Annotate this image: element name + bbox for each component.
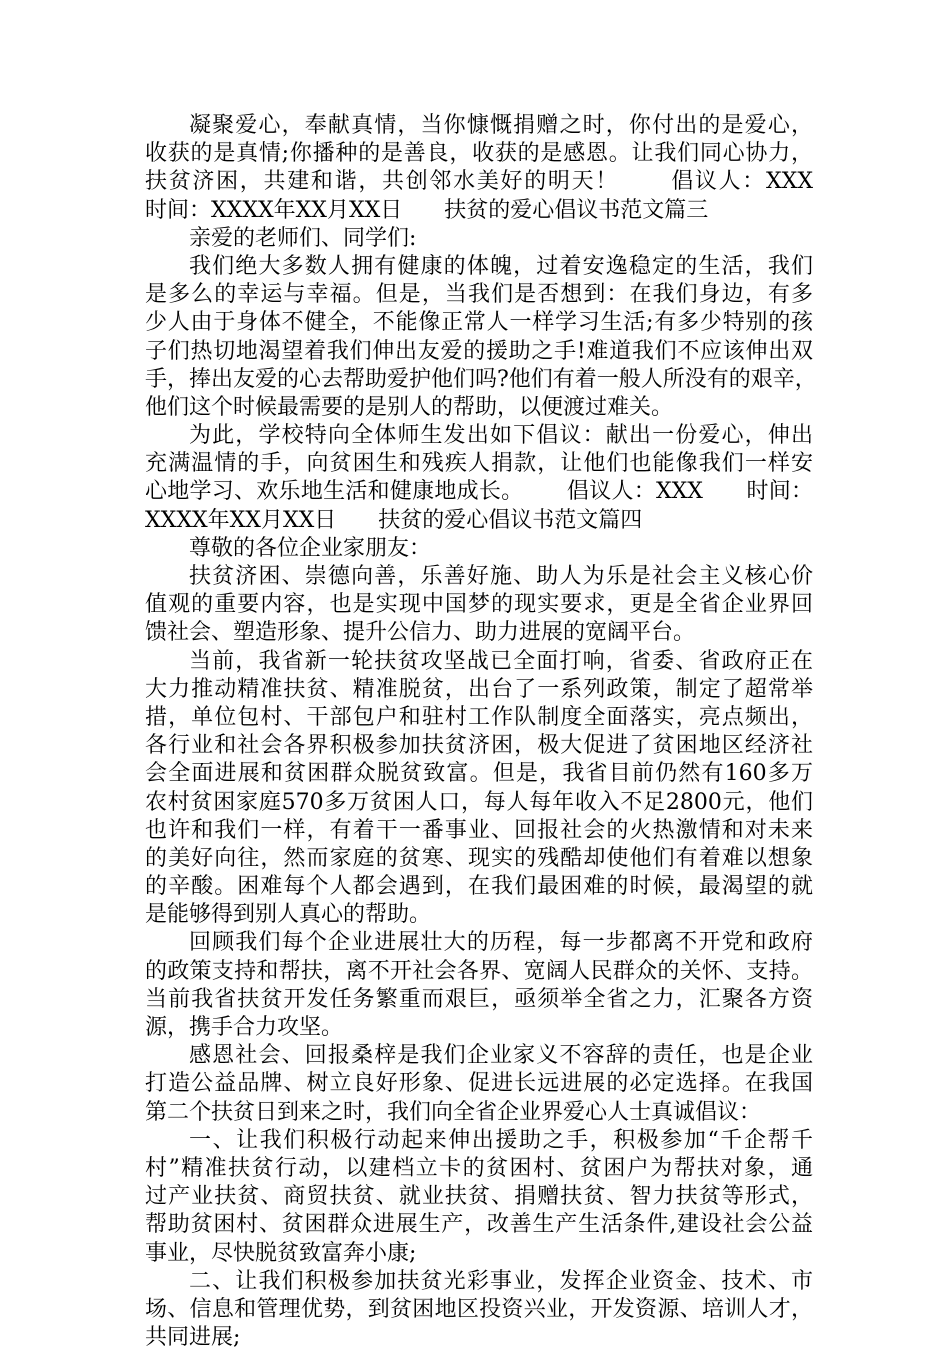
text-line: 帮助贫困村、贫困群众进展生产，改善生产生活条件,建设社会公益 xyxy=(145,1212,813,1238)
text-line: 农村贫困家庭570多万贫困人口，每人每年收入不足2800元，他们 xyxy=(145,789,813,815)
text-line: 是多么的幸运与幸福。但是，当我们是否想到：在我们身边，有多 xyxy=(145,282,813,308)
text-line: 的美好向往，然而家庭的贫寒、现实的残酷却使他们有着难以想象 xyxy=(145,845,813,871)
text-line: 充满温情的手，向贫困生和残疾人捐款，让他们也能像我们一样安 xyxy=(145,451,813,477)
text-line: 时间：XXXX年XX月XX日 扶贫的爱心倡议书范文篇三 xyxy=(145,197,709,223)
document-body xyxy=(145,112,817,1352)
text-line: 收获的是真情;你播种的是善良，收获的是感恩。让我们同心协力， xyxy=(145,141,813,167)
text-line: 扶贫济困，共建和谐，共创邻水美好的明天！ 倡议人：XXX xyxy=(145,169,813,195)
text-line: 源，携手合力攻坚。 xyxy=(145,1015,344,1040)
text-line: 当前我省扶贫开发任务繁重而艰巨，亟须举全省之力，汇聚各方资 xyxy=(145,986,813,1012)
text-line: 打造公益品牌、树立良好形象、促进长远进展的必定选择。在我国 xyxy=(145,1071,813,1097)
text-line: 会全面进展和贫困群众脱贫致富。但是，我省目前仍然有160多万 xyxy=(145,761,813,787)
text-line: 手，捧出友爱的心去帮助爱护他们吗?他们有着一般人所没有的艰辛， xyxy=(145,366,817,392)
text-line: 我们绝大多数人拥有健康的体魄，过着安逸稳定的生活，我们 xyxy=(189,253,813,279)
salutation: 尊敬的各位企业家朋友： xyxy=(189,535,432,561)
text-line: 子们热切地渴望着我们伸出友爱的援助之手!难道我们不应该伸出双 xyxy=(145,338,813,364)
text-line: 也许和我们一样，有着干一番事业、回报社会的火热激情和对未来 xyxy=(145,817,813,843)
salutation: 亲爱的老师们、同学们: xyxy=(189,225,417,251)
text-line: 共同进展; xyxy=(145,1325,241,1351)
text-line: 场、信息和管理优势，到贫困地区投资兴业，开发资源、培训人才， xyxy=(145,1296,813,1322)
text-line: 值观的重要内容，也是实现中国梦的现实要求，更是全省企业界回 xyxy=(145,592,813,618)
text-line: 的辛酸。困难每个人都会遇到，在我们最困难的时候，最渴望的就 xyxy=(145,874,813,900)
text-line: 大力推动精准扶贫、精准脱贫，出台了一系列政策，制定了超常举 xyxy=(145,676,813,702)
text-line: 心地学习、欢乐地生活和健康地成长。 倡议人：XXX 时间： xyxy=(145,479,813,505)
text-line: 少人由于身体不健全，不能像正常人一样学习生活;有多少特别的孩 xyxy=(145,310,813,336)
text-line: 各行业和社会各界积极参加扶贫济困，极大促进了贫困地区经济社 xyxy=(145,733,813,759)
text-line: 村”精准扶贫行动，以建档立卡的贫困村、贫困户为帮扶对象，通 xyxy=(145,1155,813,1181)
text-line: 是能够得到别人真心的帮助。 xyxy=(145,902,432,928)
text-line: 当前，我省新一轮扶贫攻坚战已全面打响，省委、省政府正在 xyxy=(189,648,813,674)
text-line: 为此，学校特向全体师生发出如下倡议：献出一份爱心，伸出 xyxy=(189,423,813,449)
text-line: 事业，尽快脱贫致富奔小康; xyxy=(145,1240,417,1266)
text-line: 回顾我们每个企业进展壮大的历程，每一步都离不开党和政府 xyxy=(189,930,813,956)
text-line: 感恩社会、回报桑梓是我们企业家义不容辞的责任，也是企业 xyxy=(189,1043,813,1069)
text-line: 二、让我们积极参加扶贫光彩事业，发挥企业资金、技术、市 xyxy=(189,1268,813,1294)
text-line: 过产业扶贫、商贸扶贫、就业扶贫、捐赠扶贫、智力扶贫等形式， xyxy=(145,1184,813,1210)
text-line: 馈社会、塑造形象、提升公信力、助力进展的宽阔平台。 xyxy=(145,620,696,646)
text-line: XXXX年XX月XX日 扶贫的爱心倡议书范文篇四 xyxy=(145,507,643,533)
text-line: 措，单位包村、干部包户和驻村工作队制度全面落实，亮点频出， xyxy=(145,704,813,730)
text-line: 一、让我们积极行动起来伸出援助之手，积极参加“千企帮千 xyxy=(189,1127,813,1153)
text-line: 的政策支持和帮扶，离不开社会各界、宽阔人民群众的关怀、支持。 xyxy=(145,958,813,984)
text-line: 凝聚爱心，奉献真情，当你慷慨捐赠之时，你付出的是爱心， xyxy=(189,113,813,138)
text-line: 第二个扶贫日到来之时，我们向全省企业界爱心人士真诚倡议： xyxy=(145,1099,762,1125)
text-line: 他们这个时候最需要的是别人的帮助，以便渡过难关。 xyxy=(145,394,674,420)
text-line: 扶贫济困、崇德向善，乐善好施、助人为乐是社会主义核心价 xyxy=(189,564,813,589)
